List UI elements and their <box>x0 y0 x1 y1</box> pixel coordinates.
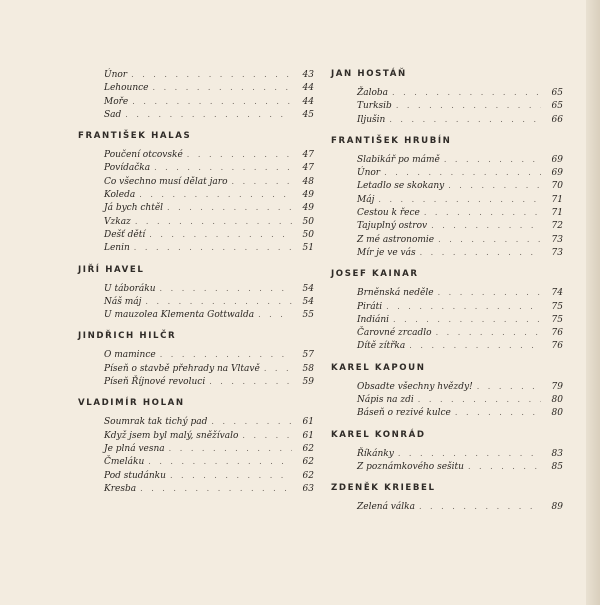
entry-page-number: 71 <box>551 208 563 219</box>
toc-entry <box>331 286 563 299</box>
leader-dots <box>154 161 292 174</box>
leader-dots <box>258 308 292 321</box>
leader-dots <box>264 362 292 375</box>
entry-page-number: 85 <box>551 461 563 472</box>
leader-dots <box>396 99 541 112</box>
entry-title: Když jsem byl malý, sněžívalo <box>104 430 239 441</box>
leader-dots <box>139 188 292 201</box>
entry-title: Zelená válka <box>357 502 415 513</box>
author-heading: JAN HOSTÁŇ <box>331 69 407 79</box>
leader-dots <box>140 482 292 495</box>
author-heading: KAREL KAPOUN <box>331 362 426 373</box>
page-edge-shadow <box>586 0 600 605</box>
entry-title: Mír je ve vás <box>357 247 416 258</box>
author-heading: ZDENĚK KRIEBEL <box>331 483 436 494</box>
author-heading: KAREL KONRÁD <box>331 429 426 440</box>
entry-title: Iljušin <box>357 114 386 125</box>
leader-dots <box>378 193 541 206</box>
entry-page-number: 61 <box>302 430 314 441</box>
leader-dots <box>160 282 292 295</box>
toc-section <box>78 330 314 388</box>
leader-dots <box>431 219 541 232</box>
entry-page-number: 51 <box>302 243 314 254</box>
toc-section <box>78 68 314 121</box>
entry-page-number: 50 <box>302 216 314 227</box>
leader-dots <box>468 460 541 473</box>
toc-entry <box>331 447 563 460</box>
entry-page-number: 58 <box>302 363 314 374</box>
leader-dots <box>448 179 541 192</box>
toc-entry <box>331 393 563 406</box>
leader-dots <box>135 215 292 228</box>
toc-entry <box>78 429 314 442</box>
entry-page-number: 61 <box>302 417 314 428</box>
toc-entry <box>78 442 314 455</box>
entry-title: Letadlo se skokany <box>357 181 445 192</box>
toc-entry <box>331 166 563 179</box>
entry-page-number: 44 <box>302 96 314 107</box>
entry-page-number: 75 <box>551 301 563 312</box>
entry-page-number: 59 <box>302 377 314 388</box>
entry-title: Je plná vesna <box>104 443 165 454</box>
toc-entry <box>331 86 563 99</box>
entry-title: Slabikář po mámě <box>357 154 440 165</box>
entry-title: Co všechno musí dělat jaro <box>104 176 228 187</box>
leader-dots <box>148 455 292 468</box>
entry-page-number: 55 <box>302 310 314 321</box>
entry-title: Říkánky <box>357 448 394 459</box>
leader-dots <box>436 326 541 339</box>
toc-entry <box>331 339 563 352</box>
toc-entry <box>78 81 314 94</box>
entry-title: Sad <box>104 109 122 120</box>
author-heading: FRANTIŠEK HALAS <box>78 131 192 142</box>
leader-dots <box>420 246 541 259</box>
entry-page-number: 71 <box>551 194 563 205</box>
entry-title: Z mé astronomie <box>357 234 435 245</box>
toc-entry <box>78 95 314 108</box>
author-heading: FRANTIŠEK HRUBÍN <box>331 135 452 146</box>
toc-entry <box>331 206 563 219</box>
toc-right-column <box>331 68 563 523</box>
toc-entry <box>331 233 563 246</box>
entry-title: Náš máj <box>104 296 142 307</box>
entry-title: Píseň Říjnové revoluci <box>104 377 206 388</box>
toc-section <box>331 362 563 420</box>
leader-dots <box>419 500 541 513</box>
entry-title: Povídačka <box>104 163 151 174</box>
toc-entry <box>78 308 314 321</box>
leader-dots <box>145 295 292 308</box>
entry-page-number: 50 <box>302 229 314 240</box>
entry-title: Kresba <box>104 483 137 494</box>
toc-entry <box>78 188 314 201</box>
entry-page-number: 62 <box>302 470 314 481</box>
leader-dots <box>384 166 541 179</box>
toc-entry <box>78 348 314 361</box>
author-heading: JIŘÍ HAVEL <box>78 264 145 275</box>
toc-entry <box>331 300 563 313</box>
toc-entry <box>78 68 314 81</box>
entry-page-number: 76 <box>551 328 563 339</box>
toc-entry <box>331 113 563 126</box>
entry-title: Čmeláku <box>104 457 145 468</box>
entry-title: Dítě zítřka <box>357 341 406 352</box>
leader-dots <box>409 339 541 352</box>
toc-entry <box>78 215 314 228</box>
entry-title: Čarovné zrcadlo <box>357 328 432 339</box>
entry-title: Poučení otcovské <box>104 150 183 161</box>
leader-dots <box>209 375 292 388</box>
entry-title: Máj <box>357 194 375 205</box>
entry-page-number: 69 <box>551 154 563 165</box>
entry-title: Únor <box>104 70 128 80</box>
entry-page-number: 73 <box>551 247 563 258</box>
toc-entry <box>78 362 314 375</box>
entry-page-number: 57 <box>302 350 314 361</box>
leader-dots <box>438 286 541 299</box>
toc-entry <box>78 201 314 214</box>
entry-page-number: 47 <box>302 150 314 161</box>
entry-title: Obsadte všechny hvězdy! <box>357 381 473 392</box>
entry-page-number: 69 <box>551 168 563 179</box>
entry-page-number: 83 <box>551 448 563 459</box>
leader-dots <box>169 442 292 455</box>
entry-page-number: 70 <box>551 181 563 192</box>
entry-page-number: 73 <box>551 234 563 245</box>
entry-title: Koleda <box>104 190 136 201</box>
toc-entry <box>331 193 563 206</box>
leader-dots <box>211 415 292 428</box>
entry-page-number: 63 <box>302 483 314 494</box>
entry-title: Piráti <box>357 301 383 312</box>
entry-title: Tajuplný ostrov <box>357 221 428 232</box>
leader-dots <box>386 300 541 313</box>
entry-page-number: 54 <box>302 283 314 294</box>
toc-entry <box>78 161 314 174</box>
entry-page-number: 74 <box>551 288 563 299</box>
leader-dots <box>242 429 292 442</box>
entry-title: Vzkaz <box>104 216 131 227</box>
entry-title: Žaloba <box>357 88 389 98</box>
toc-entry <box>331 246 563 259</box>
entry-page-number: 89 <box>551 502 563 513</box>
entry-page-number: 49 <box>302 203 314 214</box>
toc-entry <box>78 108 314 121</box>
leader-dots <box>167 201 292 214</box>
toc-entry <box>78 375 314 388</box>
entry-page-number: 76 <box>551 341 563 352</box>
toc-section <box>331 482 563 513</box>
toc-section <box>78 264 314 322</box>
entry-title: O mamince <box>104 350 156 361</box>
leader-dots <box>134 241 292 254</box>
leader-dots <box>160 348 292 361</box>
leader-dots <box>131 68 292 81</box>
entry-title: Báseň o rezivé kulce <box>357 408 451 419</box>
toc-entry <box>331 99 563 112</box>
toc-entry <box>331 326 563 339</box>
toc-entry <box>331 460 563 473</box>
toc-entry <box>331 380 563 393</box>
toc-entry <box>78 469 314 482</box>
leader-dots <box>393 313 541 326</box>
leader-dots <box>418 393 541 406</box>
entry-title: Brněnská neděle <box>357 288 434 299</box>
toc-entry <box>331 153 563 166</box>
entry-page-number: 79 <box>551 381 563 392</box>
toc-entry <box>331 406 563 419</box>
entry-page-number: 62 <box>302 457 314 468</box>
entry-title: U táboráku <box>104 283 156 294</box>
entry-page-number: 45 <box>302 109 314 120</box>
toc-entry <box>78 455 314 468</box>
toc-entry <box>331 179 563 192</box>
entry-page-number: 80 <box>551 395 563 406</box>
entry-title: Z poznámkového sešitu <box>357 461 464 472</box>
entry-page-number: 49 <box>302 190 314 201</box>
leader-dots <box>149 228 292 241</box>
leader-dots <box>455 406 541 419</box>
entry-page-number: 80 <box>551 408 563 419</box>
entry-title: Moře <box>104 96 129 107</box>
leader-dots <box>132 95 292 108</box>
toc-entry <box>331 500 563 513</box>
entry-title: Pod studánku <box>104 470 166 481</box>
entry-title: Nápis na zdi <box>357 395 414 406</box>
leader-dots <box>187 148 292 161</box>
leader-dots <box>392 86 541 99</box>
toc-entry <box>78 415 314 428</box>
toc-entry <box>331 219 563 232</box>
leader-dots <box>424 206 541 219</box>
toc-entry <box>78 282 314 295</box>
author-heading: JINDŘICH HILČR <box>78 331 177 342</box>
entry-page-number: 48 <box>302 176 314 187</box>
toc-entry <box>331 313 563 326</box>
toc-section <box>331 68 563 126</box>
entry-title: Indiáni <box>357 314 390 325</box>
author-heading: VLADIMÍR HOLAN <box>78 398 185 409</box>
entry-title: Únor <box>357 168 381 179</box>
toc-section <box>78 397 314 495</box>
leader-dots <box>152 81 292 94</box>
toc-entry <box>78 228 314 241</box>
toc-entry <box>78 148 314 161</box>
leader-dots <box>389 113 541 126</box>
entry-page-number: 47 <box>302 163 314 174</box>
entry-title: Dešť dětí <box>104 229 146 240</box>
entry-title: Lehounce <box>104 83 149 94</box>
entry-title: Já bych chtěl <box>104 203 164 214</box>
leader-dots <box>438 233 541 246</box>
leader-dots <box>477 380 541 393</box>
entry-page-number: 75 <box>551 314 563 325</box>
entry-title: Lenin <box>104 243 130 254</box>
toc-entry <box>78 175 314 188</box>
entry-title: Soumrak tak tichý pad <box>104 417 208 428</box>
entry-title: Turksib <box>357 101 392 112</box>
toc-entry <box>78 482 314 495</box>
leader-dots <box>444 153 541 166</box>
toc-section <box>331 135 563 259</box>
toc-section <box>78 130 314 254</box>
entry-page-number: 65 <box>551 88 563 98</box>
leader-dots <box>231 175 292 188</box>
entry-title: Píseň o stavbě přehrady na Vltavě <box>104 363 260 374</box>
toc-section <box>331 268 563 352</box>
author-heading: JOSEF KAINAR <box>331 269 419 280</box>
entry-page-number: 65 <box>551 101 563 112</box>
toc-entry <box>78 241 314 254</box>
entry-title: Cestou k řece <box>357 208 420 219</box>
leader-dots <box>398 447 541 460</box>
entry-page-number: 54 <box>302 296 314 307</box>
entry-page-number: 72 <box>551 221 563 232</box>
toc-left-column <box>78 68 314 504</box>
leader-dots <box>125 108 292 121</box>
toc-entry <box>78 295 314 308</box>
entry-page-number: 66 <box>551 114 563 125</box>
entry-title: U mauzolea Klementa Gottwalda <box>104 310 255 321</box>
leader-dots <box>170 469 292 482</box>
entry-page-number: 44 <box>302 83 314 94</box>
entry-page-number: 62 <box>302 443 314 454</box>
entry-page-number: 43 <box>302 70 314 80</box>
toc-section <box>331 429 563 474</box>
